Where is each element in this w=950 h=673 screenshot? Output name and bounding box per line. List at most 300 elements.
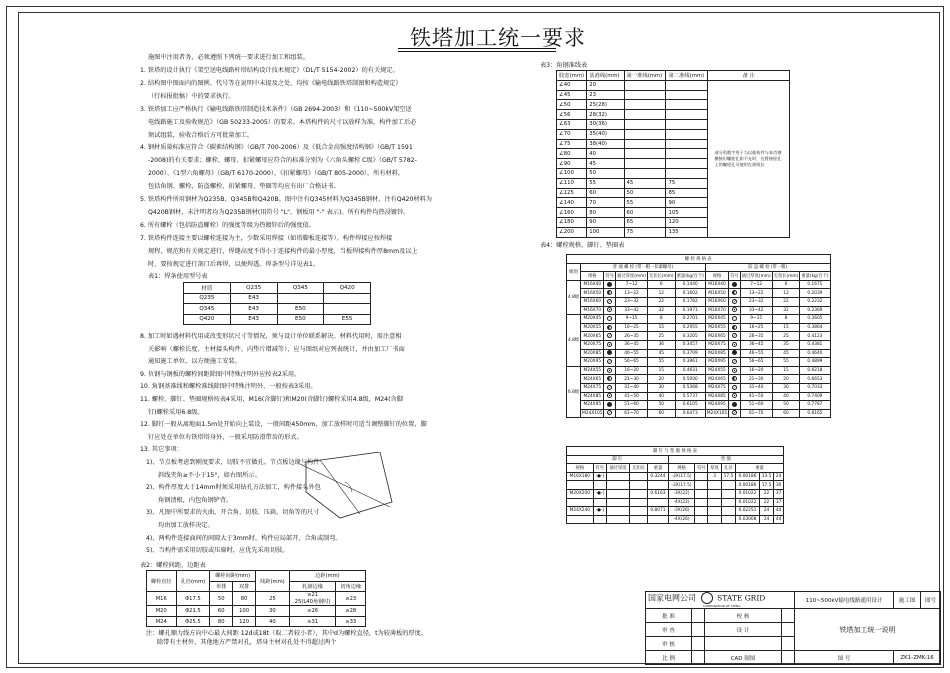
table-cell — [666, 100, 708, 110]
table-cell — [624, 100, 666, 110]
table-row — [567, 358, 831, 367]
table-cell: 0.2955 — [675, 323, 705, 332]
table-row — [147, 571, 366, 582]
paragraph-line: 均由加工放样决定。 — [158, 522, 214, 529]
paragraph-line: 4. 钢材质量标准应符合《碳素结构钢》（GB/T 700-2006）及《低合金高强度结构钢》（GB/T 1591 — [140, 144, 413, 152]
table-cell — [695, 481, 708, 490]
table-cell — [729, 306, 741, 315]
table-cell: 16~20 — [616, 366, 648, 375]
table-header: 符号 — [604, 272, 616, 281]
table-cell — [624, 110, 666, 120]
table-cell: 44 — [774, 507, 784, 516]
table-header: 第一准线(mm) — [624, 71, 666, 81]
table-cell: 0.6473 — [675, 409, 705, 418]
bolt-symbol-icon — [607, 290, 612, 295]
paragraph-line: （行标报批稿）中的要求执行。 — [148, 92, 235, 100]
company-logo — [646, 592, 795, 609]
table-cell: 0.1675 — [800, 280, 830, 289]
sheet-number: ZK1-ZMK-16 — [894, 651, 941, 665]
table-cell: 90 — [666, 198, 708, 208]
bolt-symbol-icon — [732, 393, 737, 398]
table-cell: 30 — [772, 383, 800, 392]
table-cell: M20X45 — [581, 315, 604, 324]
table-header: 无扣长 — [629, 464, 647, 473]
table-cell: 50 — [587, 168, 624, 178]
table-cell — [708, 507, 721, 516]
table-cell: 33~42 — [616, 306, 648, 315]
table-header: 双排 — [233, 581, 256, 592]
table-cell: 70 — [587, 198, 624, 208]
gusset-plate-sketch — [300, 452, 395, 522]
table-cell: 55 — [624, 198, 666, 208]
table-cell: M24X65 — [705, 375, 728, 384]
table-cell: 0.2232 — [800, 297, 830, 306]
paragraph-line: 斜线夹角≥不小于15°，如右图所示。 — [158, 471, 261, 479]
table-cell — [708, 489, 721, 498]
paragraph-line: Q420B钢材，未注明者均为Q235B钢材(用符号 "L"，钢板用 "-" 表示)。所有构件均热浸镀锌。 — [148, 208, 410, 216]
table-cell: 20 — [647, 375, 675, 384]
table-cell: 8 — [772, 315, 800, 324]
table-cell: 46~55 — [740, 349, 772, 358]
table-cell: 12 — [647, 289, 675, 298]
table-cell: 20 — [772, 375, 800, 384]
table-cell — [624, 129, 666, 139]
table-cell — [729, 383, 741, 392]
table-row — [567, 489, 784, 498]
footnote-2: 除带有主材外，其他地方严禁对孔，塔身主材对孔处不得超过两个 — [157, 639, 337, 646]
table-cell — [695, 489, 708, 498]
table-cell — [606, 498, 629, 507]
table-cell — [666, 149, 708, 159]
table-cell: E55 — [324, 314, 371, 325]
welding-rod-table — [183, 282, 371, 325]
table-row — [567, 455, 784, 464]
table-cell: M20X95 — [581, 358, 604, 367]
table-row — [567, 498, 784, 507]
paragraph-line: 6. 所有螺栓（包括防盗螺栓）的强度等级为热镀锌后的强度值。 — [140, 221, 315, 229]
table-cell: M20X45 — [705, 315, 728, 324]
bolt-symbol-icon — [607, 299, 612, 304]
bolt-symbol-icon — [732, 316, 737, 321]
table-cell: E43 — [230, 293, 277, 304]
paragraph-line: 3)、凡图中所要求的火曲、开合角、切肢、压扁、切角等的尺寸 — [146, 509, 320, 517]
table-cell: 80 — [587, 208, 624, 218]
table-cell — [624, 159, 666, 169]
table-cell: -3X(17.5) — [668, 481, 694, 490]
table-cell: M24X55 — [581, 366, 604, 375]
check-label: 校 核 — [705, 609, 782, 623]
table-row — [184, 314, 371, 325]
table-cell: 0.2701 — [675, 315, 705, 324]
table-cell: 15 — [647, 366, 675, 375]
table-header: 符号 — [729, 272, 741, 281]
table-cell: 0.03008 — [736, 515, 760, 524]
table-cell: 22 — [772, 297, 800, 306]
paragraph-line: 关影响（螺栓长度、主材接头构件、内垫片增减等），应与图纸对应列表统计，并由加工厂书面 — [148, 345, 405, 353]
table-cell: 40 — [772, 392, 800, 401]
bolt-symbol-icon — [732, 410, 737, 415]
table-row — [567, 375, 831, 384]
table-cell — [729, 392, 741, 401]
table-cell: Φ21.5 — [176, 606, 210, 617]
table-cell — [567, 515, 594, 524]
table-cell — [624, 149, 666, 159]
table-cell: 16~25 — [616, 323, 648, 332]
table-cell: 135 — [666, 227, 708, 237]
drawing-name: 铁塔加工统一说明 — [794, 609, 940, 651]
table-cell: 41~50 — [616, 392, 648, 401]
table-cell — [648, 481, 669, 490]
table-cell: ∠90 — [557, 159, 587, 169]
scale-label: 比 例 — [646, 651, 692, 665]
bolt-symbol-icon — [607, 307, 612, 312]
table-cell: 120 — [233, 616, 256, 627]
intro-text: 施图中注用者务，必须遵照下列统一要求进行加工和组装。 — [148, 54, 309, 61]
table-cell: M20X55 — [581, 323, 604, 332]
table-cell: 13~22 — [740, 289, 772, 298]
table-row — [184, 304, 371, 315]
table-cell: ≥26 — [289, 606, 336, 617]
table-cell: 0.6653 — [800, 375, 830, 384]
paragraph-line: 2. 结构图中图面内的图例、代号等在说明中未提及之处，均按《输电线路铁塔制图和构造规定》 — [140, 79, 402, 87]
table-header: 无扣长(mm) — [772, 272, 800, 281]
table-header: Q345 — [277, 283, 324, 294]
paragraph-line: 2000）、《1型六角螺母》（GB/T 6170-2000）、《扣紧螺母》（GB/T 805-2000），所有材料， — [148, 170, 405, 178]
table-cell — [721, 507, 735, 516]
table-cell: 0.7787 — [800, 401, 830, 410]
table-cell: M24X85 — [581, 392, 604, 401]
bolt-spacing-table — [146, 570, 366, 627]
step-bolt-washer-table — [566, 446, 784, 524]
table-cell: 30 — [774, 481, 784, 490]
table-header: 级别 — [567, 263, 581, 280]
table-cell — [324, 293, 371, 304]
table-cell: 0.00186 — [736, 472, 760, 481]
table-cell: 0.1782 — [675, 297, 705, 306]
table-header: 第二准线(mm) — [666, 71, 708, 81]
paragraph-line: 10. 角钢基准线和螺栓准线除图中特殊注明外，一般按表3采用。 — [140, 383, 317, 391]
table-cell: M20X95 — [705, 358, 728, 367]
table-cell — [604, 383, 616, 392]
bolt-symbol-icon — [732, 368, 737, 373]
table-cell — [604, 332, 616, 341]
paragraph-line: 钉)螺栓采用6.8级。 — [148, 408, 204, 416]
table-cell: ∠140 — [557, 198, 587, 208]
table-cell — [729, 340, 741, 349]
table-cell: ∠80 — [557, 149, 587, 159]
table-cell — [729, 375, 741, 384]
table-cell: 12 — [772, 289, 800, 298]
paragraph-line: 规程、规范和有关规定进行，焊缝高度不得小于连接构件的最小厚度，当板焊接构件厚8mm及以上 — [148, 247, 418, 255]
table-cell: 0.02251 — [736, 507, 760, 516]
audit-label: 审 核 — [646, 637, 692, 651]
table-cell: -4X(22) — [668, 498, 694, 507]
table-cell: 0.7409 — [800, 392, 830, 401]
paragraph-line: 9. 负钢与钢板的螺栓间距除图中特殊注明外应按表2采用。 — [140, 370, 301, 378]
table-cell — [666, 129, 708, 139]
table-cell: 0.1440 — [675, 280, 705, 289]
bolt-symbol-icon — [607, 282, 612, 287]
table-cell — [604, 366, 616, 375]
table-cell — [604, 392, 616, 401]
table-cell: 51~60 — [616, 401, 648, 410]
table-row — [567, 401, 831, 410]
table-cell: ∠40 — [557, 80, 587, 90]
table-cell: -●-| — [593, 489, 606, 498]
table-cell: M16X40 — [705, 280, 728, 289]
table-row — [567, 315, 831, 324]
table-cell: 37 — [774, 498, 784, 507]
table-cell: M20X55 — [705, 323, 728, 332]
table-cell: 100 — [233, 606, 256, 617]
table-row — [567, 464, 784, 473]
table-cell: 9~15 — [616, 315, 648, 324]
angle-gauge-table — [556, 70, 790, 238]
table-cell: M20X75 — [705, 340, 728, 349]
table-cell: ∠110 — [557, 178, 587, 188]
table-cell: M24X65 — [581, 375, 604, 384]
table-header: 轧制边缘 — [289, 581, 336, 592]
table-cell: M16X40 — [581, 280, 604, 289]
table-row — [567, 366, 831, 375]
table-cell — [721, 489, 735, 498]
table-cell: E50 — [277, 314, 324, 325]
table-cell: 3 — [708, 472, 721, 481]
table-cell: 0.01022 — [736, 489, 760, 498]
table-cell: 55 — [772, 358, 800, 367]
bolt-symbol-icon — [732, 299, 737, 304]
table-cell: M16X70 — [581, 306, 604, 315]
table-cell: 80 — [233, 592, 256, 606]
table-cell: 16~20 — [740, 366, 772, 375]
table-cell: 23 — [587, 90, 624, 100]
table-cell: 36 — [647, 340, 675, 349]
table-header: 重量 — [648, 464, 669, 473]
table-cell: 0.4640 — [800, 349, 830, 358]
table-cell: ∠100 — [557, 168, 587, 178]
table-row — [646, 651, 941, 665]
table-cell: 50 — [647, 401, 675, 410]
table-cell — [708, 481, 721, 490]
table-cell: -●-| — [593, 472, 606, 481]
table-row — [567, 332, 831, 341]
table-cell: 40 — [256, 616, 290, 627]
bolt-symbol-icon — [732, 290, 737, 295]
table-header: 规格 — [567, 464, 594, 473]
table-row — [567, 472, 784, 481]
table-cell: 33~42 — [740, 306, 772, 315]
table-cell — [624, 119, 666, 129]
table-cell — [567, 498, 594, 507]
table-cell: 23~32 — [740, 297, 772, 306]
table-cell: 17.5 — [721, 472, 735, 481]
table-cell: 41~50 — [740, 392, 772, 401]
bolt-symbol-icon — [732, 325, 737, 330]
table-cell: 26~35 — [616, 332, 648, 341]
table-row — [567, 289, 831, 298]
table-cell: 0.2039 — [800, 289, 830, 298]
table-cell — [666, 119, 708, 129]
table-cell: M24X85 — [705, 392, 728, 401]
table-row — [567, 263, 831, 272]
table-cell: 36~45 — [616, 340, 648, 349]
table-cell — [593, 498, 606, 507]
table-header: 规格 — [668, 464, 694, 473]
table-cell: 15 — [772, 366, 800, 375]
bolt-symbol-icon — [732, 402, 737, 407]
table-header: 孔径 — [721, 464, 735, 473]
bolt-symbol-icon — [732, 350, 737, 355]
table-cell — [729, 409, 741, 418]
bolt-symbol-icon — [607, 325, 612, 330]
table-cell: ∠125 — [557, 188, 587, 198]
bolt-symbol-icon — [607, 393, 612, 398]
table-row — [646, 592, 941, 609]
table-cell: M24X55 — [705, 366, 728, 375]
table-row — [567, 255, 831, 264]
table-cell: 85 — [666, 188, 708, 198]
cad-label: CAD 制图 — [705, 651, 782, 665]
paragraph-line: 1)、节点板考虑到刚度要求，切肢不宜做孔。节点板边缘与构件 — [146, 459, 320, 466]
table-header: 材质 — [184, 283, 231, 294]
table-cell — [729, 280, 741, 289]
table-cell: M20X65 — [581, 332, 604, 341]
table-cell: Q420 — [184, 314, 231, 325]
table-cell: 32 — [647, 306, 675, 315]
table-cell: 50 — [772, 401, 800, 410]
part-label: 图号 — [921, 592, 941, 609]
table-cell: Φ25.5 — [176, 616, 210, 627]
table-header: 重量(kg/百个) — [675, 272, 705, 281]
table-cell: 45 — [647, 349, 675, 358]
table-cell: 13.5 — [759, 472, 773, 481]
table-cell: M24 — [147, 616, 177, 627]
table3-caption: 表3：角钢准线表 — [540, 62, 588, 69]
table-cell: M16X180 — [567, 472, 594, 481]
table-header: 厚度 — [708, 464, 721, 473]
state-grid-logo-icon — [701, 592, 713, 604]
table-header: 线距(mm) — [256, 571, 290, 592]
table-header: 垫 圈 — [668, 455, 783, 464]
table-cell: 120 — [666, 217, 708, 227]
table-cell: M24X105 — [706, 410, 728, 416]
table-cell: -●-| — [593, 507, 606, 516]
project-name: 110~500kV输电线路通用设计 — [794, 592, 893, 609]
paragraph-line: 8. 加工时如遇材料代用或改变形状尺寸等情况，须与设计单位联系解决。材料代用时，需注意相 — [140, 333, 402, 340]
title-block — [645, 591, 941, 665]
table-cell — [721, 498, 735, 507]
table-header: 普 通 螺 栓 (带一帽一扣紧螺母) — [581, 263, 706, 272]
table-cell: 15 — [647, 323, 675, 332]
bolt-symbol-icon — [607, 368, 612, 373]
table-cell — [729, 315, 741, 324]
table-cell: M20X200 — [567, 489, 594, 498]
table-cell: 0.1971 — [675, 306, 705, 315]
table-cell: E50 — [277, 304, 324, 315]
table-row — [147, 592, 366, 606]
table-cell: M24X240 — [567, 507, 594, 516]
grade-cell: 4.8级 — [567, 280, 581, 314]
table-cell: ∠63 — [557, 119, 587, 129]
table-cell: M24X95 — [705, 401, 728, 410]
table-cell: 35(40) — [587, 129, 624, 139]
table-cell: ≥21 25(L40角钢时) — [289, 592, 336, 606]
table-cell — [629, 515, 647, 524]
table-cell: 0.3605 — [800, 315, 830, 324]
table-cell: M16X70 — [705, 306, 728, 315]
table-cell: 15 — [772, 323, 800, 332]
table-row — [147, 616, 366, 627]
table-cell: 35 — [772, 340, 800, 349]
table-row — [567, 280, 831, 289]
table-cell — [648, 515, 669, 524]
table-cell: 17.5 — [759, 481, 773, 490]
table-cell — [624, 90, 666, 100]
table-cell: M20X75 — [581, 340, 604, 349]
table-cell — [729, 349, 741, 358]
table-header: Q235 — [230, 283, 277, 294]
table-cell — [629, 489, 647, 498]
bolt-spec-table — [566, 254, 831, 418]
table-cell — [624, 80, 666, 90]
table-cell: 45 — [587, 159, 624, 169]
table-header: 符号 — [593, 464, 606, 473]
table-header: 符号 — [695, 464, 708, 473]
table-cell — [606, 481, 629, 490]
table-cell — [606, 489, 629, 498]
table-cell: 6 — [772, 280, 800, 289]
bolt-symbol-icon — [607, 316, 612, 321]
table-cell: 65 — [624, 217, 666, 227]
paragraph-line: 须试组装，验收合格后方可批量加工。 — [148, 131, 254, 139]
table-cell: 36~45 — [740, 340, 772, 349]
bolt-symbol-icon — [607, 342, 612, 347]
table-cell: 8 — [647, 315, 675, 324]
table-row — [567, 306, 831, 315]
table-cell: 30(36) — [587, 119, 624, 129]
table-cell: 0.3709 — [675, 349, 705, 358]
table-cell — [604, 289, 616, 298]
table-row — [184, 293, 371, 304]
table-cell: 56~65 — [616, 358, 648, 367]
table-cell: Q345 — [184, 304, 231, 315]
table-cell: 0.2369 — [800, 306, 830, 315]
bolt-symbol-icon — [607, 359, 612, 364]
table-cell: 0.3205 — [675, 332, 705, 341]
table-cell — [604, 401, 616, 410]
table-header: 重量(kg/百个) — [800, 272, 830, 281]
table-cell — [604, 375, 616, 384]
table-cell: 75 — [666, 178, 708, 188]
table-header: 切角边缘 — [336, 581, 366, 592]
table-cell: 55 — [587, 178, 624, 188]
table-cell: 24 — [774, 472, 784, 481]
table-cell: ≥28 — [336, 606, 366, 617]
table-cell: 40 — [587, 149, 624, 159]
table-cell: M16X50 — [705, 289, 728, 298]
table-cell: 105 — [666, 208, 708, 218]
table-cell — [729, 358, 741, 367]
table-cell: ∠45 — [557, 90, 587, 100]
table-cell: 24 — [759, 515, 773, 524]
table-cell: 7~12 — [616, 280, 648, 289]
table-cell — [604, 340, 616, 349]
table-cell: 0.4631 — [675, 366, 705, 375]
table-cell: ≥31 — [289, 616, 336, 627]
table-cell: 24 — [759, 507, 773, 516]
brand-name: STATE GRID — [717, 593, 766, 603]
table-cell — [695, 498, 708, 507]
